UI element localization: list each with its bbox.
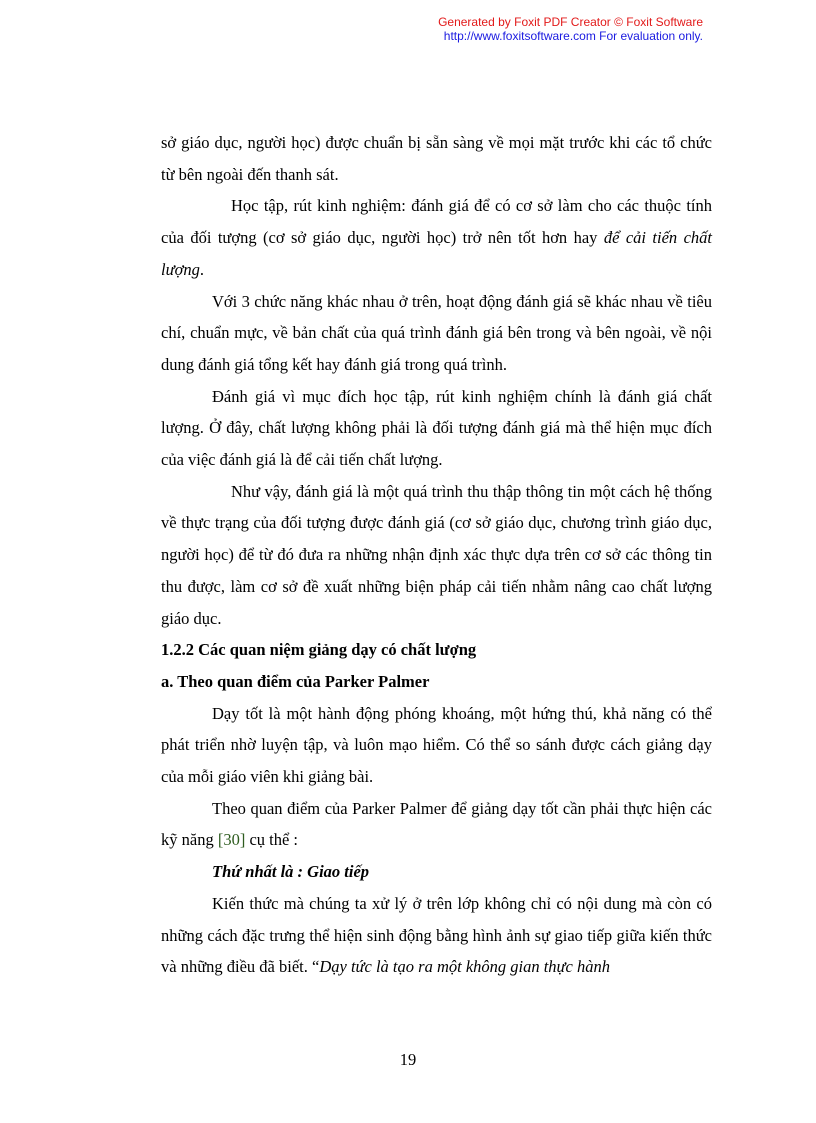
subheading-paragraph — [161, 856, 712, 888]
paragraph-8-text: Kiến thức mà chúng ta xử lý ở trên lớp không chỉ có nội dung mà còn có những cách đặc trưng thể hiện sinh động bằng hình ảnh sự giao tiếp giữa kiến thức và những điều đã biết. “ — [161, 893, 712, 977]
paragraph-2-end: . — [199, 259, 205, 279]
document-page — [161, 127, 712, 983]
paragraph-7-text: Theo quan điểm của Parker Palmer để giảng dạy tốt cần phải thực hiện các kỹ năng — [161, 798, 712, 850]
foxit-watermark — [438, 15, 703, 43]
paragraph-8 — [161, 888, 712, 983]
paragraph-7-end: cụ thể : — [245, 830, 299, 850]
page-number: 19 — [399, 1050, 417, 1069]
paragraph-2-italic: để cải tiến chất lượng — [161, 228, 712, 279]
subheading-first-point: Thứ nhất là : Giao tiếp — [212, 862, 370, 882]
paragraph-5: Như vậy, đánh giá là một quá trình thu thập thông tin một cách hệ thống về thực trạng của đối tượng được đánh giá (cơ sở giáo dục, chương trình giáo dục, người học) để từ đó đưa ra những nhận định xác thực dựa trên cơ sở các thông tin thu được, làm cơ sở đề xuất những biện pháp cải tiến nhằm nâng cao chất lượng giáo dục. — [161, 481, 712, 628]
paragraph-2-text: Học tập, rút kinh nghiệm: đánh giá để có cơ sở làm cho các thuộc tính của đối tượng (cơ sở giáo dục, người học) trở nên tốt hơn hay — [161, 196, 712, 248]
subsection-heading: a. Theo quan điểm của Parker Palmer — [161, 671, 430, 691]
paragraph-7 — [161, 793, 712, 856]
citation-ref[interactable]: [30] — [217, 830, 246, 850]
paragraph-3: Với 3 chức năng khác nhau ở trên, hoạt động đánh giá sẽ khác nhau về tiêu chí, chuẩn mực, về bản chất của quá trình đánh giá bên trong và bên ngoài, về nội dung đánh giá tổng kết hay đánh giá trong quá trình. — [161, 291, 712, 374]
paragraph-1: sở giáo dục, người học) được chuẩn bị sẵn sàng về mọi mặt trước khi các tổ chức từ bên ngoài đến thanh sát. — [161, 133, 712, 184]
watermark-line-1: Generated by Foxit PDF Creator © Foxit Software — [438, 15, 703, 29]
section-heading: 1.2.2 Các quan niệm giảng dạy có chất lượng — [161, 640, 477, 660]
paragraph-2 — [161, 190, 712, 285]
watermark-line-2: http://www.foxitsoftware.com For evaluation only. — [443, 29, 703, 43]
paragraph-6: Dạy tốt là một hành động phóng khoáng, một hứng thú, khả năng có thể phát triển nhờ luyện tập, và luôn mạo hiểm. Có thể so sánh được cách giảng dạy của mỗi giáo viên khi giảng bài. — [161, 703, 712, 787]
paragraph-8-italic: Dạy tức là tạo ra một không gian thực hành — [319, 957, 611, 977]
paragraph-4: Đánh giá vì mục đích học tập, rút kinh nghiệm chính là đánh giá chất lượng. Ở đây, chất lượng không phải là đối tượng đánh giá mà thể hiện mục đích của việc đánh giá là để cải tiến chất lượng. — [161, 386, 712, 470]
